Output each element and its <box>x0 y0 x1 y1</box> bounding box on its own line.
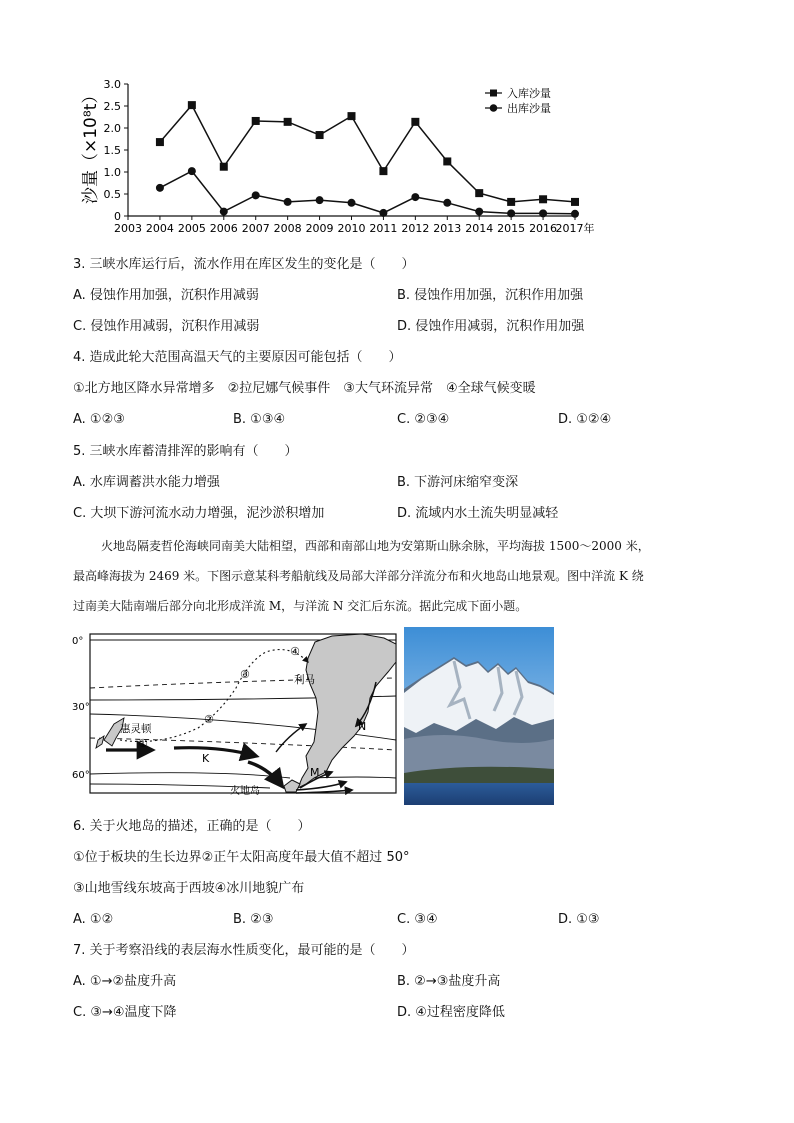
legend-circle-marker <box>490 104 498 112</box>
x-tick-label: 2015 <box>497 222 526 235</box>
x-tick-label: 2003 <box>114 222 142 235</box>
current-m-label: M <box>310 766 320 779</box>
current-n-label: N <box>358 720 367 733</box>
route-point-4: ④ <box>290 645 300 658</box>
x-tick-label: 2014 <box>465 222 494 235</box>
q3-stem: 3. 三峡水库运行后，流水作用在库区发生的变化是（ ） <box>73 257 415 272</box>
q5-option-d: D. 流域内水土流失明显减轻 <box>397 506 559 521</box>
outflow-point <box>443 199 451 207</box>
x-tick-labels <box>114 216 595 235</box>
q7-stem: 7. 关于考察沿线的表层海水性质变化，最可能的是（ ） <box>73 943 415 958</box>
inflow-point <box>379 167 387 175</box>
q7-option-a: A. ①→②盐度升高 <box>73 974 177 989</box>
series-line-1 <box>160 105 575 202</box>
outflow-point <box>507 209 515 217</box>
q6-option-c: C. ③④ <box>397 912 438 927</box>
route-point-3: ③ <box>240 668 250 681</box>
q3-option-b: B. 侵蚀作用加强，沉积作用加强 <box>397 288 584 303</box>
q4-items: ①北方地区降水异常增多 ②拉尼娜气候事件 ③大气环流异常 ④全球气候变暖 <box>73 381 536 396</box>
outflow-point <box>220 208 228 216</box>
wellington-label: 惠灵顿 <box>120 723 152 735</box>
lat-30-label: 30° <box>72 702 90 713</box>
q5-option-c: C. 大坝下游河流水动力增强，泥沙淤积增加 <box>73 506 325 521</box>
chart-legend <box>485 86 551 115</box>
passage-line-1: 火地岛隔麦哲伦海峡同南美大陆相望，西部和南部山地为安第斯山脉余脉，平均海拔 1500～2000 米， <box>101 539 650 553</box>
x-tick-label: 2016 <box>529 222 558 235</box>
q6-option-a: A. ①② <box>73 912 114 927</box>
tierra-del-fuego-mountain-photo <box>404 627 554 805</box>
outflow-point <box>284 198 292 206</box>
legend-square-marker <box>490 90 497 97</box>
outflow-point <box>379 209 387 217</box>
y-tick-labels <box>104 78 129 223</box>
inflow-point <box>252 117 260 125</box>
q4-stem: 4. 造成此轮大范围高温天气的主要原因可能包括（ ） <box>73 350 402 365</box>
x-tick-label: 2008 <box>273 222 302 235</box>
legend-outflow: 出库沙量 <box>507 102 551 115</box>
q4-option-a: A. ①②③ <box>73 412 125 427</box>
x-tick-label: 2011 <box>369 222 398 235</box>
q7-option-c: C. ③→④温度下降 <box>73 1005 177 1020</box>
q4-option-d: D. ①②④ <box>558 412 612 427</box>
x-tick-label: 2009 <box>305 222 334 235</box>
outflow-point <box>156 184 164 192</box>
inflow-point <box>507 198 515 206</box>
passage-line-3: 过南美大陆南端后部分向北形成洋流 M，与洋流 N 交汇后东流。据此完成下面小题。 <box>73 599 528 613</box>
lat-60-label: 60° <box>72 770 90 781</box>
q3-option-a: A. 侵蚀作用加强，沉积作用减弱 <box>73 288 259 303</box>
y-tick-label: 0 <box>114 210 121 223</box>
sediment-line-chart <box>70 68 595 240</box>
inflow-point <box>475 189 483 197</box>
tierra-del-fuego-label: 火地岛 <box>230 786 260 797</box>
q6-item-line-1: ①位于板块的生长边界②正午太阳高度年最大值不超过 50° <box>73 850 410 865</box>
inflow-point <box>156 138 164 146</box>
q6-item-line-2: ③山地雪线东坡高于西坡④冰川地貌广布 <box>73 881 305 896</box>
outflow-point <box>411 193 419 201</box>
route-point-2: ② <box>204 713 214 726</box>
route-point-1: ① <box>138 737 148 750</box>
inflow-point <box>348 112 356 120</box>
outflow-point <box>539 209 547 217</box>
passage-line-2: 最高峰海拔为 2469 米。下图示意某科考船航线及局部大洋部分洋流分布和火地岛山地景观。图中洋流 K 绕 <box>73 569 644 583</box>
outflow-point <box>348 199 356 207</box>
x-tick-label: 2010 <box>337 222 366 235</box>
x-tick-label: 2013 <box>433 222 462 235</box>
q6-option-d: D. ①③ <box>558 912 600 927</box>
chart-series <box>156 101 579 218</box>
x-tick-label: 2007 <box>241 222 270 235</box>
q5-stem: 5. 三峡水库蓄清排浑的影响有（ ） <box>73 444 298 459</box>
outflow-point <box>571 210 579 218</box>
inflow-point <box>411 118 419 126</box>
y-tick-label: 2.0 <box>103 122 121 135</box>
y-axis-label: 沙量（×10⁸t） <box>81 86 101 204</box>
lake-water <box>404 783 554 805</box>
inflow-point <box>443 157 451 165</box>
q5-option-a: A. 水库调蓄洪水能力增强 <box>73 475 220 490</box>
outflow-point <box>316 196 324 204</box>
outflow-point <box>252 191 260 199</box>
inflow-point <box>284 118 292 126</box>
y-tick-label: 1.5 <box>103 144 121 157</box>
legend-inflow: 入库沙量 <box>507 87 551 100</box>
q7-option-d: D. ④过程密度降低 <box>397 1005 505 1020</box>
series-line-2 <box>160 171 575 214</box>
lat-0-label: 0° <box>72 636 84 647</box>
y-tick-label: 3.0 <box>103 78 121 91</box>
outflow-point <box>188 167 196 175</box>
lima-label: 利马 <box>294 674 315 686</box>
y-tick-label: 2.5 <box>103 100 121 113</box>
x-tick-label: 2017年 <box>555 222 595 235</box>
y-tick-label: 1.0 <box>103 166 121 179</box>
q7-option-b: B. ②→③盐度升高 <box>397 974 501 989</box>
outflow-point <box>475 208 483 216</box>
x-tick-label: 2012 <box>401 222 430 235</box>
inflow-point <box>220 163 228 171</box>
q4-option-c: C. ②③④ <box>397 412 450 427</box>
inflow-point <box>316 131 324 139</box>
q6-option-b: B. ②③ <box>233 912 274 927</box>
current-k-label: K <box>202 752 210 765</box>
q3-option-d: D. 侵蚀作用减弱，沉积作用加强 <box>397 319 585 334</box>
x-tick-label: 2004 <box>145 222 174 235</box>
x-tick-label: 2006 <box>209 222 238 235</box>
inflow-point <box>571 198 579 206</box>
q4-option-b: B. ①③④ <box>233 412 286 427</box>
q3-option-c: C. 侵蚀作用减弱，沉积作用减弱 <box>73 319 260 334</box>
q5-option-b: B. 下游河床缩窄变深 <box>397 475 519 490</box>
inflow-point <box>539 195 547 203</box>
ocean-current-map <box>70 628 400 798</box>
inflow-point <box>188 101 196 109</box>
x-tick-label: 2005 <box>177 222 206 235</box>
q6-stem: 6. 关于火地岛的描述，正确的是（ ） <box>73 819 311 834</box>
y-tick-label: 0.5 <box>103 188 121 201</box>
